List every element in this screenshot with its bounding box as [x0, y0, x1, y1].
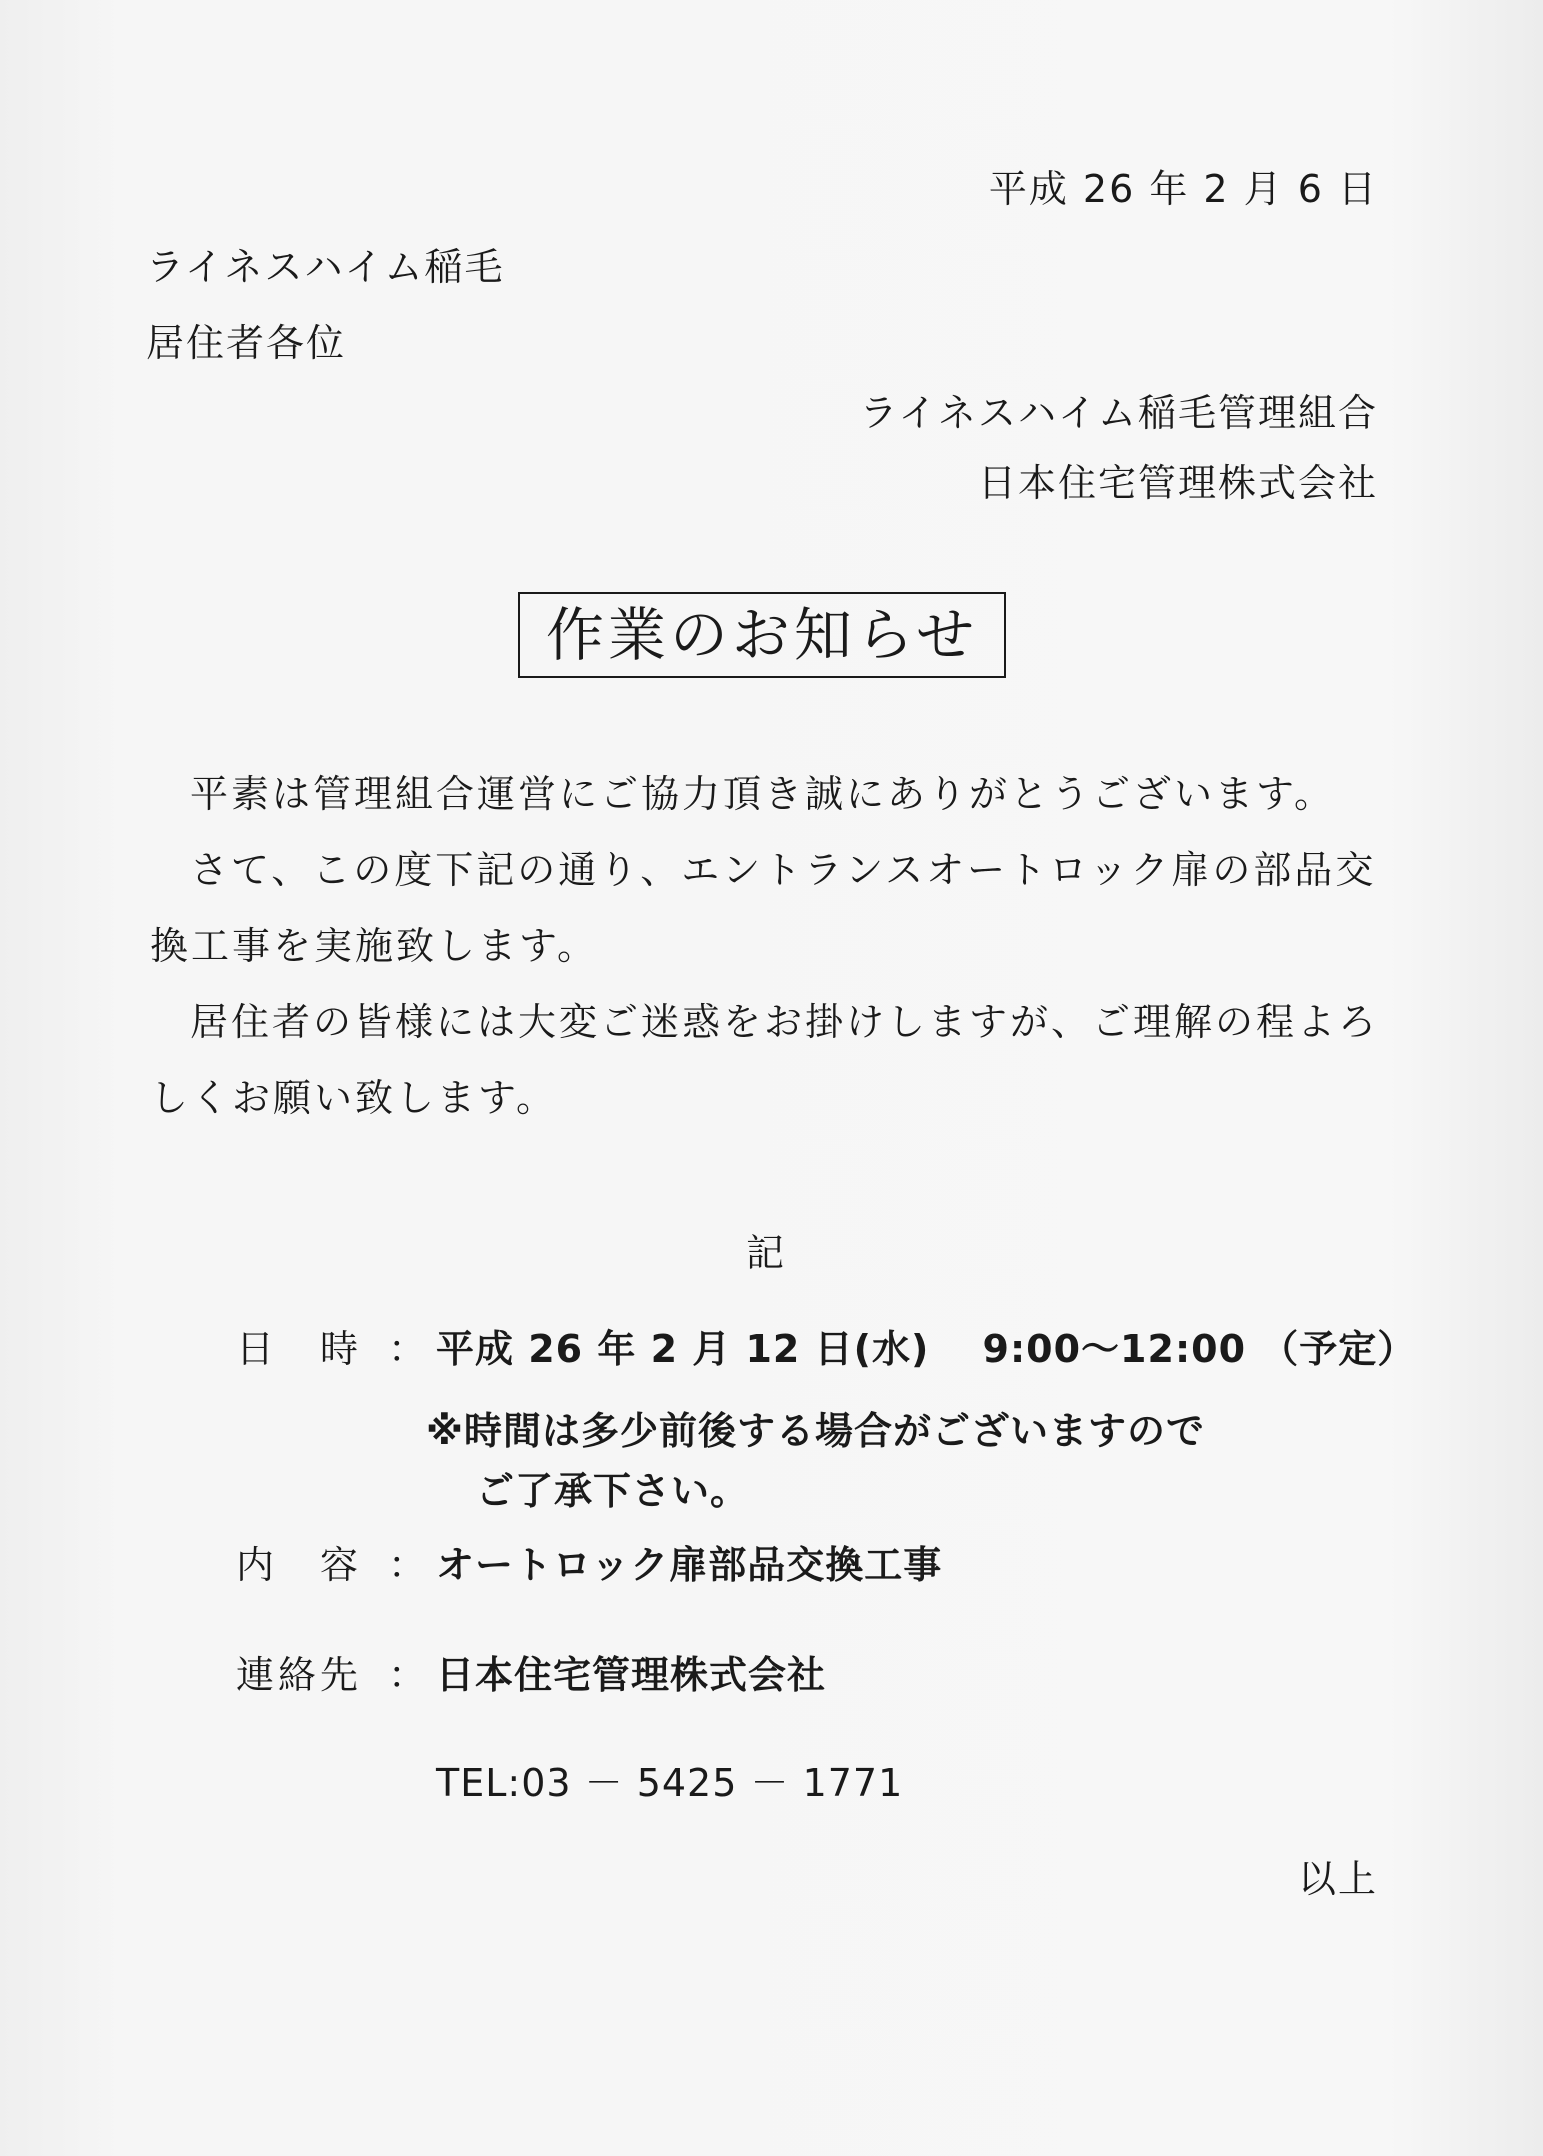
content-label: 内 容: [236, 1543, 363, 1587]
recipient-building: ライネスハイム稲毛: [146, 245, 505, 289]
content-colon: ：: [388, 1543, 427, 1587]
time-note-line2: ご了承下さい。: [476, 1469, 750, 1513]
contact-phone: TEL:03 － 5425 － 1771: [436, 1761, 904, 1805]
datetime-value: 平成 26 年 2 月 12 日(水) 9:00～12:00 （予定）: [436, 1327, 1417, 1371]
content-value: オートロック扉部品交換工事: [436, 1543, 943, 1587]
closing-mark: 以上: [1297, 1857, 1378, 1901]
recipient-residents: 居住者各位: [146, 321, 347, 365]
datetime-label: 日 時: [236, 1327, 363, 1371]
contact-value: 日本住宅管理株式会社: [436, 1653, 827, 1697]
contact-label: 連絡先: [236, 1653, 363, 1697]
sender-company: 日本住宅管理株式会社: [977, 461, 1378, 505]
body-paragraph-work: さて、この度下記の通り、エントランスオートロック扉の部品交換工事を実施致します。: [150, 848, 1377, 968]
title-box: [518, 592, 1006, 678]
sender-association: ライネスハイム稲毛管理組合: [859, 391, 1378, 435]
datetime-colon: ：: [388, 1327, 427, 1371]
contact-colon: ：: [388, 1653, 427, 1697]
body-paragraph-greeting: 平素は管理組合運営にご協力頂き誠にありがとうございます。: [190, 772, 1335, 816]
notice-title: 作業のお知らせ: [545, 601, 979, 669]
notice-body: [150, 756, 1390, 1136]
time-note-line1: ※時間は多少前後する場合がございますので: [426, 1409, 1205, 1453]
issue-date: 平成 26 年 2 月 6 日: [988, 167, 1378, 211]
body-paragraph-apology: 居住者の皆様には大変ご迷惑をお掛けしますが、ご理解の程よろしくお願い致します。: [150, 1000, 1380, 1120]
ki-heading: 記: [746, 1231, 785, 1275]
